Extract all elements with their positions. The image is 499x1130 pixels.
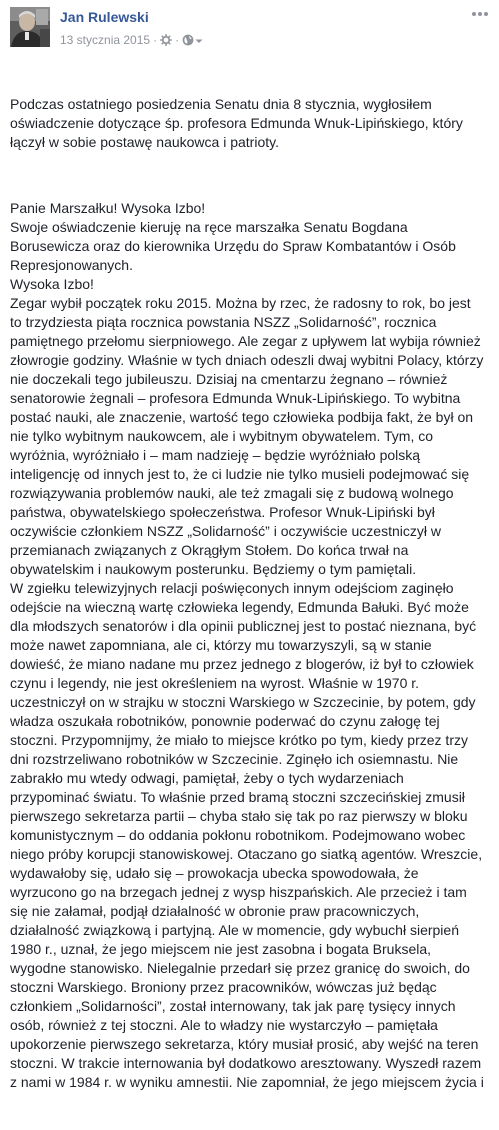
post-date[interactable]: 13 stycznia 2015 xyxy=(60,33,151,47)
post-body xyxy=(10,57,494,1130)
meta-separator: · xyxy=(175,33,180,47)
post-intro-paragraph: Podczas ostatniego posiedzenia Senatu dnia 8 stycznia, wygłosiłem oświadczenie dotyczące śp. profesora Edmunda Wnuk-Lipińskiego, który łączył w sobie postawę naukowca i patrioty. xyxy=(10,96,463,150)
avatar[interactable] xyxy=(10,7,50,47)
gear-icon[interactable] xyxy=(160,33,172,47)
more-options-icon[interactable] xyxy=(469,8,491,22)
post-header xyxy=(0,0,499,56)
post-meta xyxy=(60,32,204,48)
globe-icon[interactable] xyxy=(182,33,194,47)
chevron-down-icon[interactable] xyxy=(194,33,204,47)
post-main-text: Panie Marszałku! Wysoka Izbo! Swoje oświadczenie kieruję na ręce marszałka Senatu Bogdana Borusewicza oraz do kierownika Urzędu do Spraw Kombatantów i Osób Represjonowanych. Wysoka Izbo! Zegar wybił początek roku 2015. Można by rzec, że radosny to rok, bo jest to trzydziesta piąta rocznica powstania NSZZ „Solidarność”, rocznica pamiętnego przełomu sierpniowego. Ale zegar z upływem lat wybija również złowrogie godziny. Właśnie w tych dniach odeszli dwaj wybitni Polacy, którzy nie doczekali tego jubileuszu. Dzisiaj na cmentarzu żegnano – również senatorowie żegnali – profesora Edmunda Wnuk-Lipińskiego. To wybitna postać nauki, ale znaczenie, wartość tego człowieka podbija fakt, że był on nie tylko wybitnym naukowcem, ale i wybitnym obywatelem. Tym, co wyróżnia, wyróżniało i – mam nadzieję – będzie wyróżniało polską inteligencję od innych jest to, że ci ludzie nie tylko musieli podejmować się rozwiązywania problemów nauki, ale też zmagali się z budową wolnego państwa, obywatelskiego społeczeństwa. Profesor Wnuk-Lipiński był oczywiście członkiem NSZZ „Solidarność” i oczywiście uczestniczył w przemianach związanych z Okrągłym Stołem. Do końca trwał na obywatelskim i naukowym posterunku. Będziemy o tym pamiętali. W zgiełku telewizyjnych relacji poświęconych innym odejściom zaginęło odejście na wieczną wartę człowieka legendy, Edmunda Bałuki. Być może dla młodszych senatorów i dla opinii publicznej jest to postać nieznana, być może nawet zapomniana, ale ci, którzy mu towarzyszyli, są w stanie dowieść, że miano nadane mu przez jednego z blogerów, iż był to człowiek czynu i legendy, nie jest określeniem na wyrost. Właśnie w 1970 r. uczestniczył on w strajku w stoczni Warskiego w Szczecinie, by potem, gdy władza oszukała robotników, ponownie poderwać do czynu załogę tej stoczni. Przypomnijmy, że miało to miejsce krótko po tym, kiedy przez trzy dni rozstrzeliwano robotników w Szczecinie. Zginęło ich osiemnastu. Nie zabrakło mu wtedy odwagi, pamiętał, żeby o tych wydarzeniach przypominać światu. To właśnie przed bramą stoczni szczecińskiej zmusił pierwszego sekretarza partii – chyba stało się tak po raz pierwszy w bloku komunistycznym – do oddania pokłonu robotnikom. Podejmowano wobec niego próby korupcji stanowiskowej. Otaczano go siatką agentów. Wreszcie, wydawałoby się, udało się – prowokacja ubecka spowodowała, że wyrzucono go na brzegach jednej z wysp hiszpańskich. Ale przecież i tam się nie załamał, podjął działalność w obronie praw pracowniczych, działalność związkową i partyjną. Ale w momencie, gdy wybuchł sierpień 1980 r., uznał, że jego miejscem nie jest zasobna i bogata Bruksela, wygodne stanowisko. Nielegalnie przedarł się przez granicę do swoich, do stoczni Warskiego. Broniony przez pracowników, wówczas już będąc członkiem „Solidarności”, został internowany, tak jak parę tysięcy innych osób, również z tej stoczni. Ale to władzy nie wystarczyło – pamiętała upokorzenie pierwszego sekretarza, który musiał prosić, aby wejść na teren stoczni. W trakcie internowania był dodatkowo aresztowany. Wyszedł razem z nami w 1984 r. w wyniku amnestii. Nie zapomniał, że jego miejscem życia i xyxy=(10,200,484,1090)
author-name[interactable]: Jan Rulewski xyxy=(60,9,149,25)
avatar-photo xyxy=(10,7,50,47)
meta-separator: · xyxy=(153,33,158,47)
